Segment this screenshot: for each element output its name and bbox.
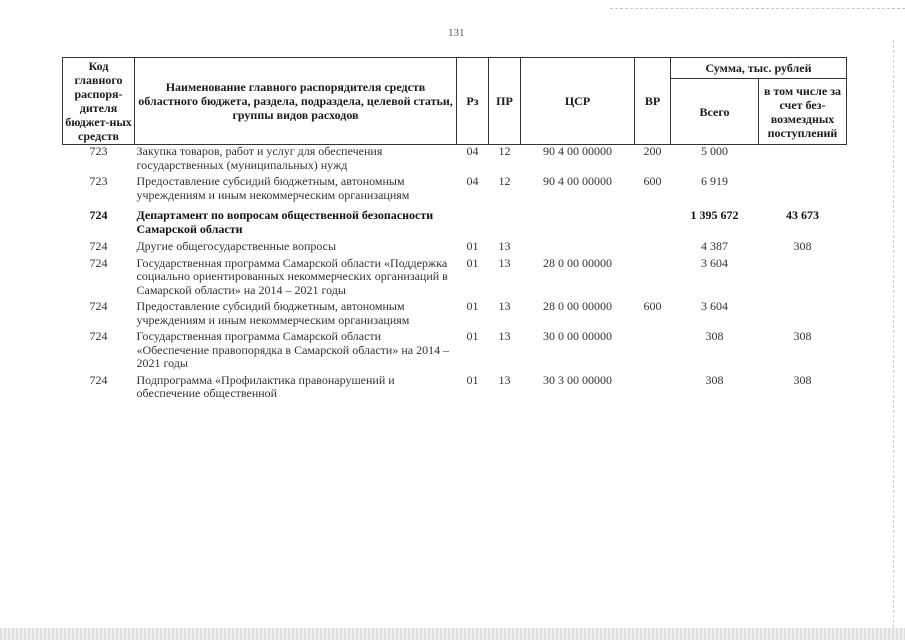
row-gratuitous	[759, 300, 847, 330]
row-pr: 13	[498, 329, 511, 343]
row-name: Государственная программа Самарской области «Обеспечение правопорядка в Самарской области» на 2014 – 2021 годы	[136, 329, 450, 370]
row-total: 3 604	[701, 299, 728, 313]
row-code: 724	[89, 255, 108, 270]
row-csr: 28 0 00 00000	[543, 255, 612, 270]
row-csr	[521, 240, 635, 257]
header-rz: Рз	[457, 58, 489, 145]
row-code: 724	[89, 299, 108, 313]
header-pr: ПР	[489, 58, 521, 145]
row-total: 308	[705, 372, 724, 387]
row-code: 724	[89, 372, 108, 387]
row-gratuitous: 308	[793, 329, 812, 343]
row-total: 3 604	[701, 255, 728, 270]
row-code: 724	[89, 329, 108, 343]
row-csr: 90 4 00 00000	[543, 144, 612, 158]
table-row	[63, 300, 847, 330]
row-name: Предоставление субсидий бюджетным, автономным учреждениям и иным некоммерческим организациям	[136, 174, 410, 202]
budget-table	[62, 57, 847, 404]
row-total: 1 395 672	[690, 208, 739, 222]
table-body	[63, 145, 847, 404]
header-code: Код главного распоря-дителя бюджет-ных средств	[63, 58, 135, 145]
row-csr	[521, 205, 635, 240]
row-gratuitous: 308	[793, 372, 812, 387]
header-total: Всего	[671, 79, 759, 145]
row-rz: 01	[466, 239, 479, 253]
table-row	[63, 257, 847, 301]
table-row	[63, 205, 847, 240]
row-code: 723	[89, 174, 108, 188]
row-code: 723	[89, 144, 108, 158]
table-header	[63, 58, 847, 145]
row-pr: 13	[498, 372, 511, 387]
table-row	[63, 145, 847, 176]
row-name: Департамент по вопросам общественной безопасности Самарской области	[136, 208, 434, 236]
row-vr	[635, 240, 671, 257]
row-name: Предоставление субсидий бюджетным, автономным учреждениям и иным некоммерческим организациям	[136, 299, 410, 327]
row-gratuitous: 43 673	[786, 208, 819, 222]
table-row	[63, 330, 847, 374]
row-code: 724	[89, 208, 108, 222]
row-total: 6 919	[701, 174, 728, 188]
table-row	[63, 175, 847, 205]
row-vr	[635, 205, 671, 240]
header-gratuitous: в том числе за счет без-возмездных поступлений	[759, 79, 847, 145]
row-csr: 30 0 00 00000	[543, 329, 612, 343]
row-pr: 13	[498, 239, 511, 253]
header-csr: ЦСР	[521, 58, 635, 145]
row-csr: 30 3 00 00000	[543, 372, 612, 387]
row-vr	[635, 257, 671, 301]
row-code: 724	[89, 239, 108, 253]
row-gratuitous: 308	[793, 239, 812, 253]
table-row	[63, 374, 847, 404]
header-vr: ВР	[635, 58, 671, 145]
row-rz: 01	[466, 372, 479, 387]
row-name: Подпрограмма «Профилактика правонарушений и обеспечение общественной	[136, 372, 395, 400]
row-name: Закупка товаров, работ и услуг для обеспечения государственных (муниципальных) нужд	[136, 144, 383, 172]
scan-edge-right	[893, 40, 895, 628]
row-csr: 28 0 00 00000	[543, 299, 612, 313]
row-rz: 01	[466, 329, 479, 343]
scan-edge-bottom	[0, 628, 905, 640]
row-vr: 200	[643, 144, 662, 158]
row-vr: 600	[643, 299, 662, 313]
row-pr: 12	[498, 174, 511, 188]
row-total: 5 000	[701, 144, 728, 158]
page-number: 131	[448, 27, 465, 39]
row-vr	[635, 374, 671, 404]
header-name: Наименование главного распорядителя средств областного бюджета, раздела, подраздела, целевой статьи, группы видов расходов	[135, 58, 457, 145]
row-pr: 13	[498, 299, 511, 313]
row-pr	[489, 205, 521, 240]
row-pr: 12	[498, 144, 511, 158]
row-total: 308	[705, 329, 724, 343]
row-rz: 01	[466, 255, 479, 270]
row-name: Государственная программа Самарской области «Поддержка социально ориентированных некоммерческих организаций в Самарской области» на 2014 – 2021 годы	[136, 255, 448, 297]
table-row	[63, 240, 847, 257]
header-sum: Сумма, тыс. рублей	[671, 58, 847, 79]
row-vr: 600	[643, 174, 662, 188]
row-gratuitous	[759, 145, 847, 176]
row-rz: 01	[466, 299, 479, 313]
row-pr: 13	[498, 255, 511, 270]
scan-edge-top	[610, 0, 905, 9]
row-total: 4 387	[701, 239, 728, 253]
row-rz: 04	[466, 144, 479, 158]
row-vr	[635, 330, 671, 374]
row-gratuitous	[759, 257, 847, 301]
row-csr: 90 4 00 00000	[543, 174, 612, 188]
row-gratuitous	[759, 175, 847, 205]
row-rz: 04	[466, 174, 479, 188]
row-name: Другие общегосударственные вопросы	[136, 239, 337, 253]
row-rz	[457, 205, 489, 240]
